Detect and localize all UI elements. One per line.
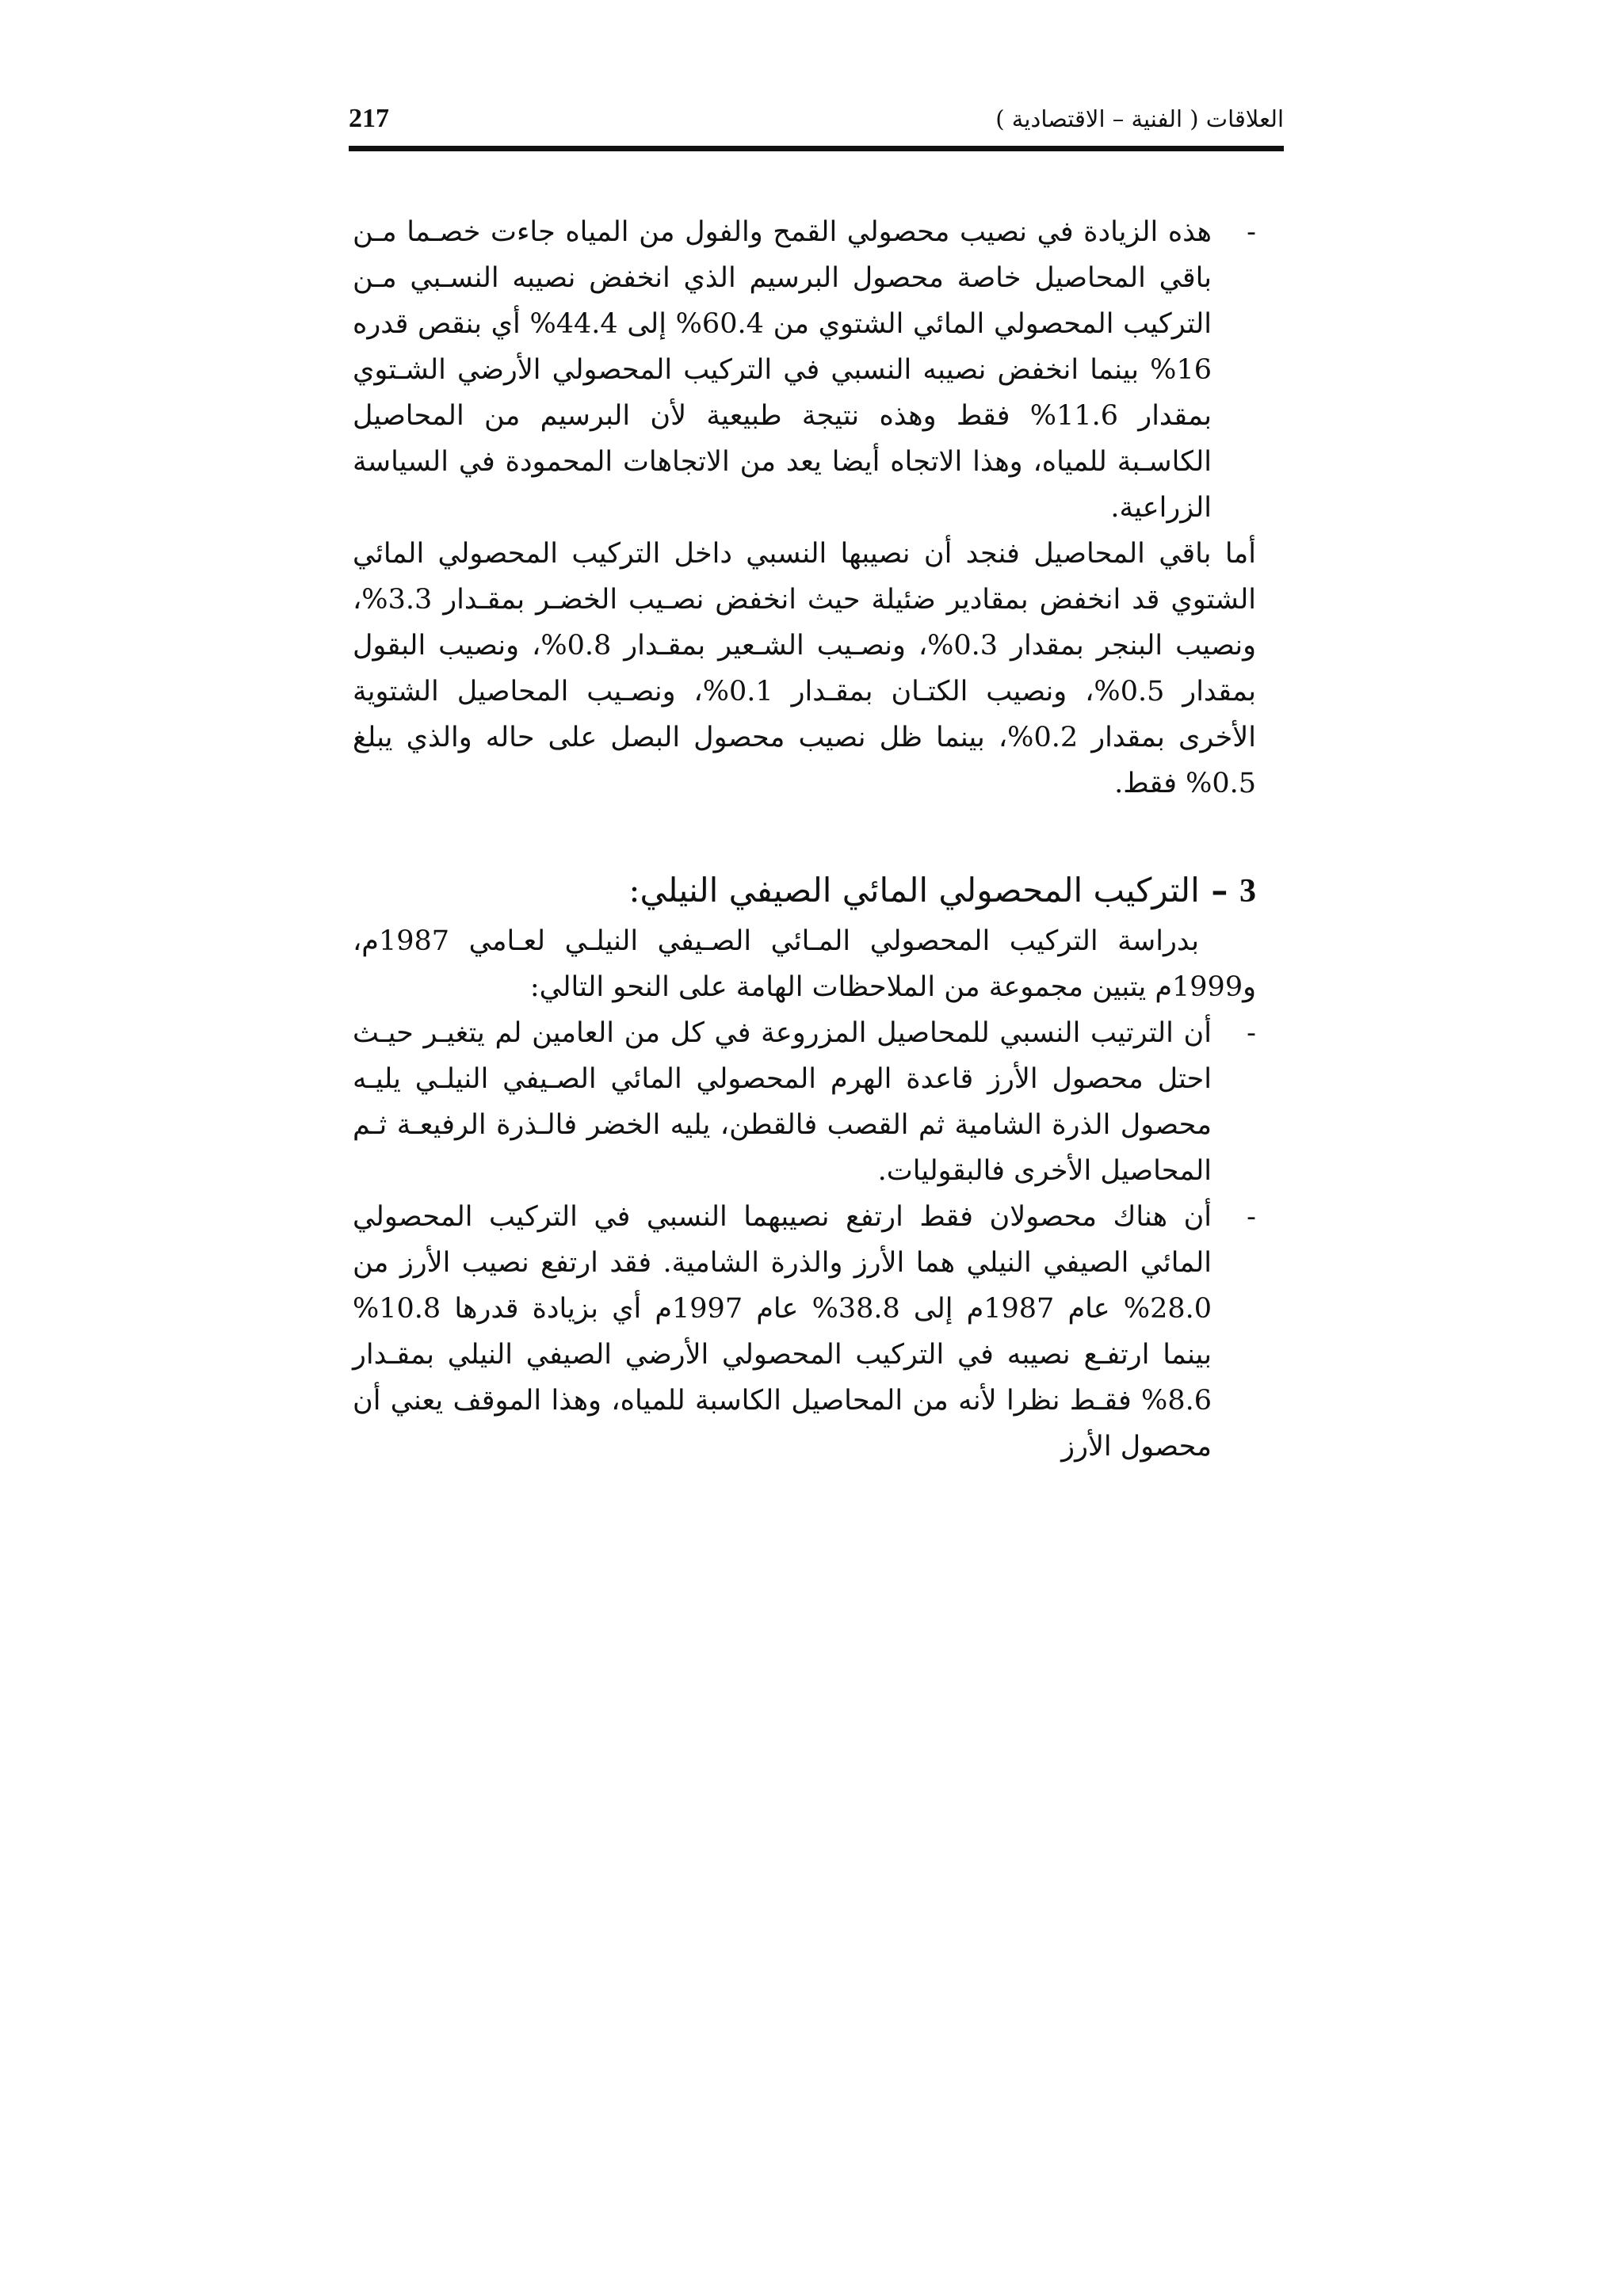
- bullet-paragraph-2: [353, 1010, 1256, 1194]
- header-rule: [349, 146, 1284, 151]
- section-number: 3: [1239, 873, 1256, 910]
- bullet-marker: -: [1247, 216, 1256, 248]
- section-heading: [353, 864, 1256, 918]
- bullet-marker: -: [1247, 1017, 1256, 1049]
- paragraph-2: أما باقي المحاصيل فنجد أن نصيبها النسبي داخل التركيب المحصولي المائي الشتوي قد انخفض بمقادير ضئيلة حيث انخفض نصـيب الخضـر بمقـدار 3.3%، ونصيب البنجر بمقدار 0.3%، ونصـيب الشـعير بمقـدار 0.8%، ونصيب البقول بمقدار 0.5%، ونصيب الكتـان بمقـدار 0.1%، ونصـيب المحاصيل الشتوية الأخرى بمقدار 0.2%، بينما ظل نصيب محصول البصل على حاله والذي يبلغ 0.5% فقط.: [353, 538, 1256, 799]
- paragraph-text: أن الترتيب النسبي للمحاصيل المزروعة في كل من العامين لم يتغيـر حيـث احتل محصول الأرز قاعدة الهرم المحصولي المائي الصـيفي النيلـي يليـه محصول الذرة الشامية ثم القصب فالقطن، يليه الخضر فالـذرة الرفيعـة ثـم المحاصيل الأخرى فالبقوليات.: [353, 1017, 1212, 1187]
- section-dash: –: [1211, 871, 1228, 910]
- paragraph-text: هذه الزيادة في نصيب محصولي القمح والفول من المياه جاءت خصـما مـن باقي المحاصيل خاصة محصول البرسيم الذي انخفض نصيبه النسـبي مـن التركيب المحصولي المائي الشتوي من 60.4% إلى 44.4% أي بنقص قدره 16% بينما انخفض نصيبه النسبي في التركيب المحصولي الأرضي الشـتوي بمقدار 11.6% فقط وهذه نتيجة طبيعية لأن البرسيم من المحاصيل الكاسـبة للمياه، وهذا الاتجاه أيضا يعد من الاتجاهات المحمودة في السياسة الزراعية.: [353, 216, 1212, 524]
- paragraph-text: أن هناك محصولان فقط ارتفع نصيبهما النسبي في التركيب المحصولي المائي الصيفي النيلي هما الأرز والذرة الشامية. فقد ارتفع نصيب الأرز من 28.0% عام 1987م إلى 38.8% عام 1997م أي بزيادة قدرها 10.8% بينما ارتفـع نصيبه في التركيب المحصولي الأرضي الصيفي النيلي بمقـدار 8.6% فقـط نظرا لأنه من المحاصيل الكاسبة للمياه، وهذا الموقف يعني أن محصول الأرز: [353, 1201, 1212, 1463]
- section-intro: بدراسة التركيب المحصولي المـائي الصـيفي النيلـي لعـامي 1987م، و1999م يتبين مجموعة من الملاحظات الهامة على النحو التالي:: [353, 925, 1256, 1003]
- page-number: 217: [349, 104, 389, 133]
- bullet-paragraph-3: [353, 1194, 1256, 1470]
- bullet-marker: -: [1247, 1201, 1256, 1233]
- section-title: التركيب المحصولي المائي الصيفي النيلي:: [628, 871, 1200, 910]
- page-header: [349, 101, 1284, 149]
- bullet-paragraph-1: [353, 209, 1256, 531]
- page-body: [353, 209, 1256, 1470]
- running-title: العلاقات ( الفنية – الاقتصادية ): [995, 105, 1284, 132]
